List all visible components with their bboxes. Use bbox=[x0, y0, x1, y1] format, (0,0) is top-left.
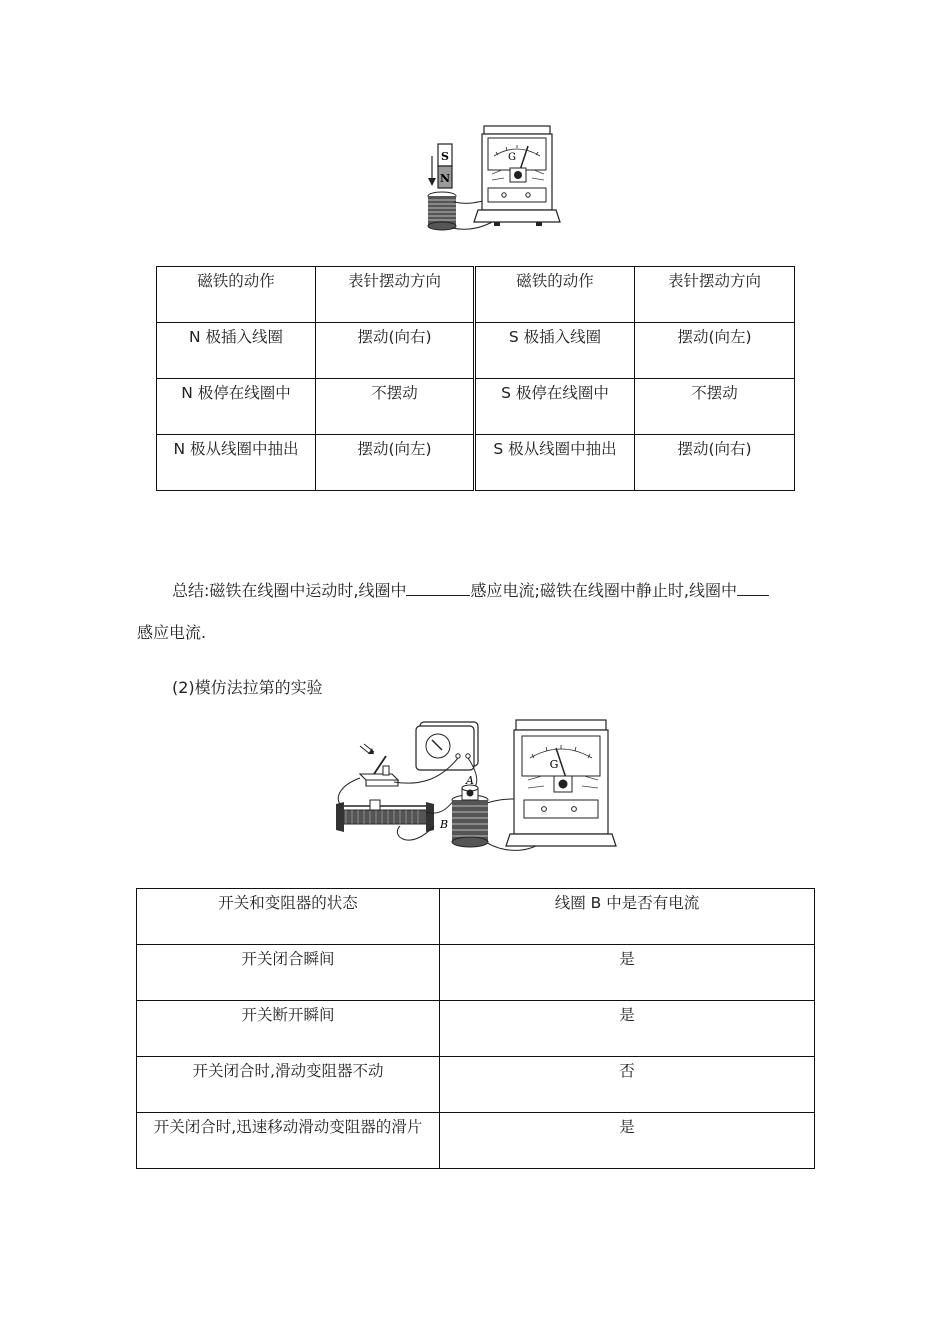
table-row bbox=[137, 1113, 815, 1169]
header-cell: 表针摆动方向 bbox=[316, 267, 475, 323]
table-row bbox=[157, 435, 795, 491]
table-cell: S 极从线圈中抽出 bbox=[475, 435, 635, 491]
table-row bbox=[137, 1057, 815, 1113]
table-cell: 开关闭合瞬间 bbox=[137, 945, 440, 1001]
rheostat bbox=[336, 800, 434, 832]
figure-magnet-coil-galvanometer bbox=[422, 122, 562, 234]
table-row bbox=[157, 379, 795, 435]
table-cell: 不摆动 bbox=[316, 379, 475, 435]
table-cell: 是 bbox=[440, 945, 815, 1001]
faraday-experiment-table bbox=[136, 888, 815, 1169]
table-cell: S 极插入线圈 bbox=[475, 323, 635, 379]
table-cell: 开关断开瞬间 bbox=[137, 1001, 440, 1057]
figure-faraday-experiment bbox=[330, 716, 618, 852]
table-row bbox=[137, 945, 815, 1001]
table-cell: 是 bbox=[440, 1001, 815, 1057]
table-cell: N 极停在线圈中 bbox=[157, 379, 316, 435]
table-cell: N 极从线圈中抽出 bbox=[157, 435, 316, 491]
coil-b-label: B bbox=[440, 818, 449, 831]
table-row bbox=[137, 889, 815, 945]
table-row bbox=[157, 323, 795, 379]
table-cell: 否 bbox=[440, 1057, 815, 1113]
fill-blank bbox=[737, 581, 769, 596]
galvanometer bbox=[474, 126, 560, 226]
coil-b bbox=[452, 795, 488, 847]
table-cell: 摆动(向左) bbox=[635, 323, 795, 379]
table-row bbox=[137, 1001, 815, 1057]
galvanometer bbox=[506, 720, 616, 846]
summary-text-2: 感应电流;磁铁在线圈中静止时,线圈中 bbox=[470, 581, 737, 600]
magnet-s-label: S bbox=[441, 150, 449, 163]
summary-line-2: 感应电流. bbox=[137, 623, 207, 642]
table-cell: 摆动(向左) bbox=[316, 435, 475, 491]
summary-text-1: 总结:磁铁在线圈中运动时,线圈中 bbox=[172, 581, 407, 600]
coil-a bbox=[462, 785, 478, 800]
table-cell: 开关闭合时,迅速移动滑动变阻器的滑片 bbox=[137, 1113, 440, 1169]
table-cell: 不摆动 bbox=[635, 379, 795, 435]
table-cell: 是 bbox=[440, 1113, 815, 1169]
galvanometer-label: G bbox=[508, 152, 516, 163]
magnet-n-label: N bbox=[439, 172, 451, 185]
header-cell: 表针摆动方向 bbox=[635, 267, 795, 323]
header-cell: 线圈 B 中是否有电流 bbox=[440, 889, 815, 945]
table-row bbox=[157, 267, 795, 323]
fill-blank bbox=[406, 581, 470, 596]
section-title: (2)模仿法拉第的实验 bbox=[172, 678, 323, 697]
header-cell: 磁铁的动作 bbox=[157, 267, 316, 323]
header-cell: 磁铁的动作 bbox=[475, 267, 635, 323]
coil-a-label: A bbox=[466, 774, 474, 787]
summary-line-1 bbox=[172, 578, 769, 601]
table-cell: 开关闭合时,滑动变阻器不动 bbox=[137, 1057, 440, 1113]
table-cell: 摆动(向右) bbox=[635, 435, 795, 491]
table-cell: N 极插入线圈 bbox=[157, 323, 316, 379]
table-cell: 摆动(向右) bbox=[316, 323, 475, 379]
table-cell: S 极停在线圈中 bbox=[475, 379, 635, 435]
galvanometer-label: G bbox=[549, 758, 559, 771]
magnet-motion-table bbox=[156, 266, 795, 491]
switch bbox=[360, 744, 398, 786]
header-cell: 开关和变阻器的状态 bbox=[137, 889, 440, 945]
coil bbox=[428, 192, 456, 230]
battery-box bbox=[416, 722, 478, 770]
